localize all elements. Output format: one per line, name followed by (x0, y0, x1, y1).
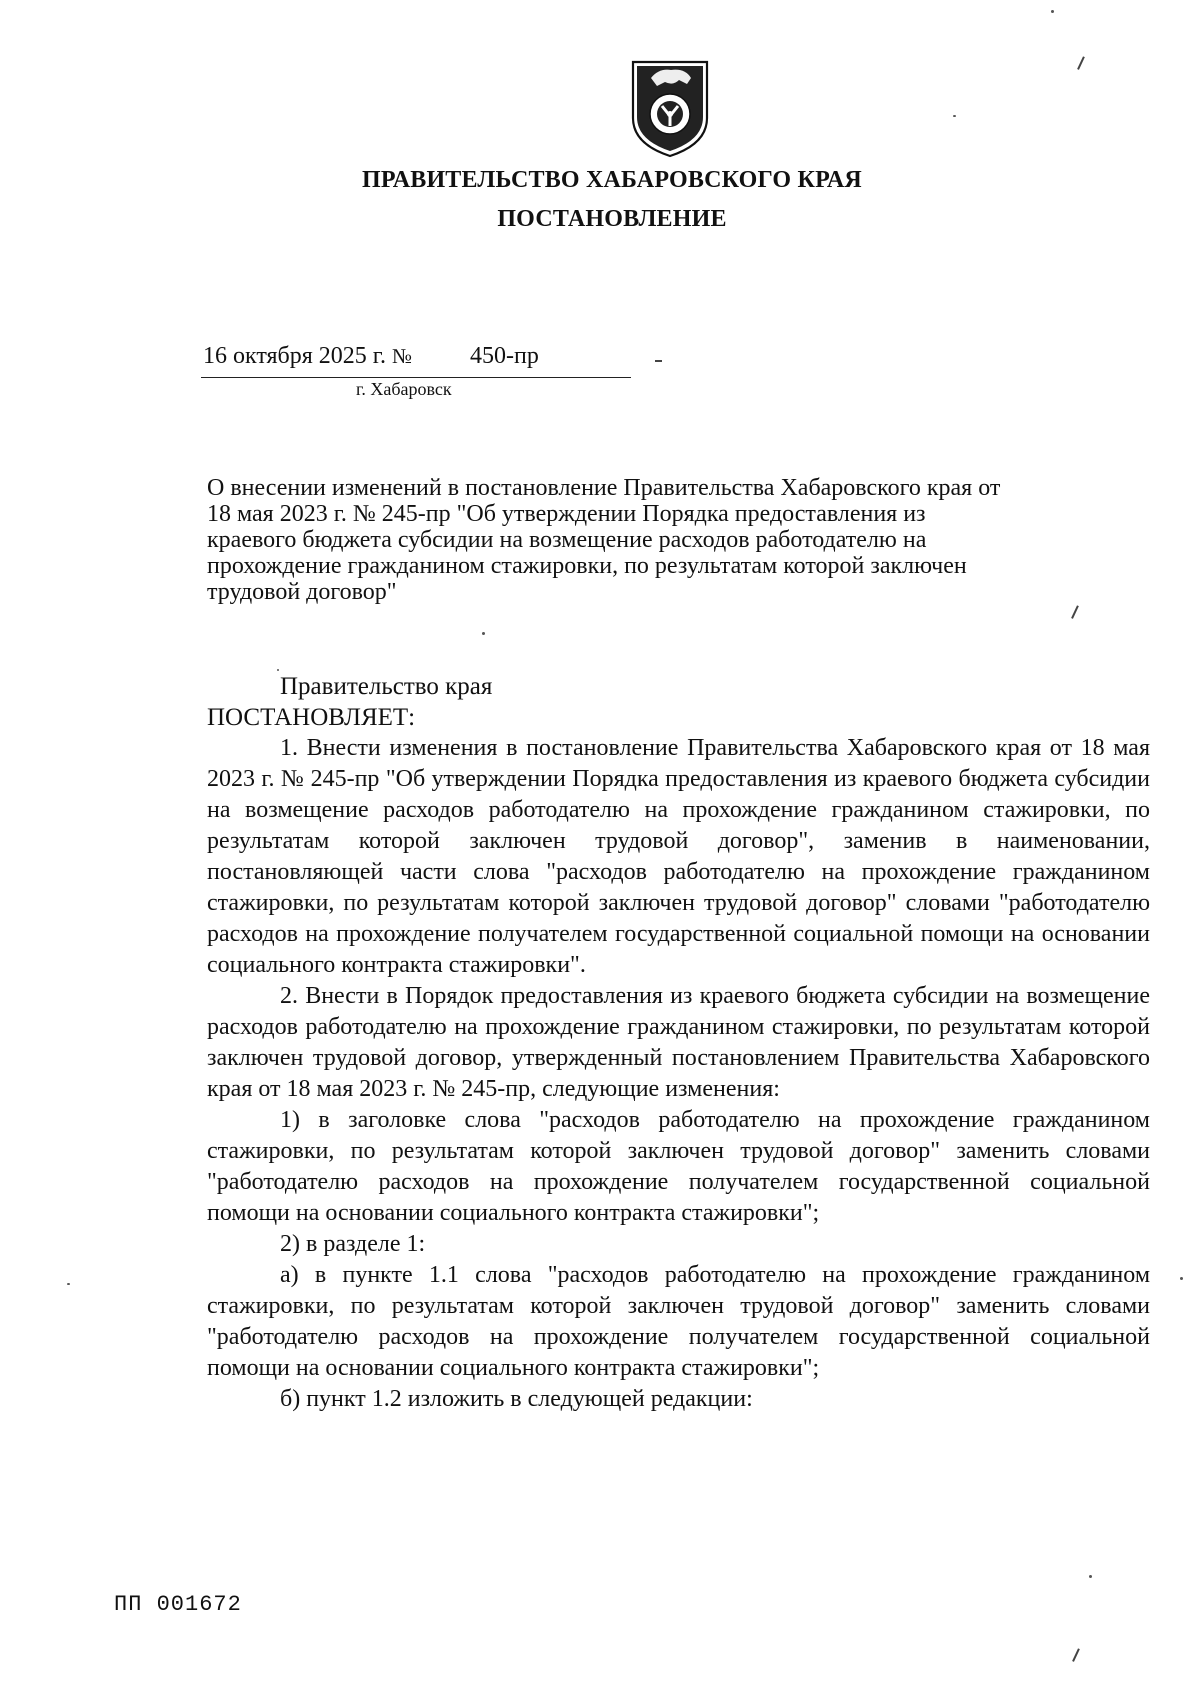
subject-line: прохождение гражданином стажировки, по результатам которой заключен (207, 553, 967, 579)
document-type-heading: ПОСТАНОВЛЕНИЕ (497, 206, 727, 232)
number-label: № (391, 344, 412, 368)
document-body (207, 671, 1150, 1415)
subparagraph-2-1: 1) в заголовке слова "расходов работодателю на прохождение гражданином стажировки, по результатам которой заключен трудовой договор" заменить словами "работодателю расходов на прохождение получателем государственной социальной помощи на основании социального контракта стажировки"; (207, 1107, 1150, 1226)
stray-dash (655, 360, 662, 362)
scan-mark (1071, 605, 1078, 618)
subparagraph-2-2: 2) в разделе 1: (280, 1231, 426, 1257)
resolves-keyword: ПОСТАНОВЛЯЕТ: (207, 704, 416, 731)
scan-speck (1089, 1575, 1092, 1578)
scan-speck (1180, 1277, 1183, 1280)
subparagraph-2-2-a: а) в пункте 1.1 слова "расходов работодателю на прохождение гражданином стажировки, по результатам которой заключен трудовой договор" заменить словами "работодателю расходов на прохождение получателем государственной социальной помощи на основании социального контракта стажировки"; (207, 1262, 1150, 1381)
paragraph-2: 2. Внести в Порядок предоставления из краевого бюджета субсидии на возмещение расходов работодателю на прохождение гражданином стажировки, по результатам которой заключен трудовой договор, утвержденный постановлением Правительства Хабаровского края от 18 мая 2023 г. № 245-пр, следующие изменения: (207, 983, 1150, 1102)
scan-mark (1072, 1648, 1079, 1661)
date-number-line (203, 343, 539, 370)
subparagraph-2-2-b: б) пункт 1.2 изложить в следующей редакции: (280, 1386, 753, 1412)
date-underline (201, 377, 631, 378)
document-date: 16 октября 2025 г. (203, 343, 386, 369)
subject-line: трудовой договор" (207, 579, 397, 605)
document-subject (207, 475, 1150, 605)
coat-of-arms-emblem (629, 56, 711, 158)
scan-speck (1051, 10, 1054, 13)
subject-line: О внесении изменений в постановление Правительства Хабаровского края от (207, 475, 1001, 501)
document-number: 450-пр (470, 343, 539, 369)
subject-line: краевого бюджета субсидии на возмещение расходов работодателю на (207, 527, 927, 553)
scan-mark (1077, 56, 1084, 69)
issuing-body: Правительство края (280, 673, 493, 700)
scan-speck (482, 632, 485, 635)
scan-speck (67, 1283, 70, 1285)
form-code: ПП 001672 (114, 1592, 242, 1617)
government-heading: ПРАВИТЕЛЬСТВО ХАБАРОВСКОГО КРАЯ (362, 167, 862, 193)
subject-line: 18 мая 2023 г. № 245-пр "Об утверждении Порядка предоставления из (207, 501, 926, 527)
paragraph-1: 1. Внести изменения в постановление Правительства Хабаровского края от 18 мая 2023 г. № 245-пр "Об утверждении Порядка предоставления из краевого бюджета субсидии на возмещение расходов работодателю на прохождение гражданином стажировки, по результатам которой заключен трудовой договор", заменив в наименовании, постановляющей части слова "расходов работодателю на прохождение гражданином стажировки, по результатам которой заключен трудовой договор" словами "работодателю расходов на прохождение получателем государственной социальной помощи на основании социального контракта стажировки". (207, 735, 1150, 978)
scan-speck (277, 669, 279, 671)
scan-speck (953, 115, 956, 117)
city-label: г. Хабаровск (356, 379, 452, 399)
